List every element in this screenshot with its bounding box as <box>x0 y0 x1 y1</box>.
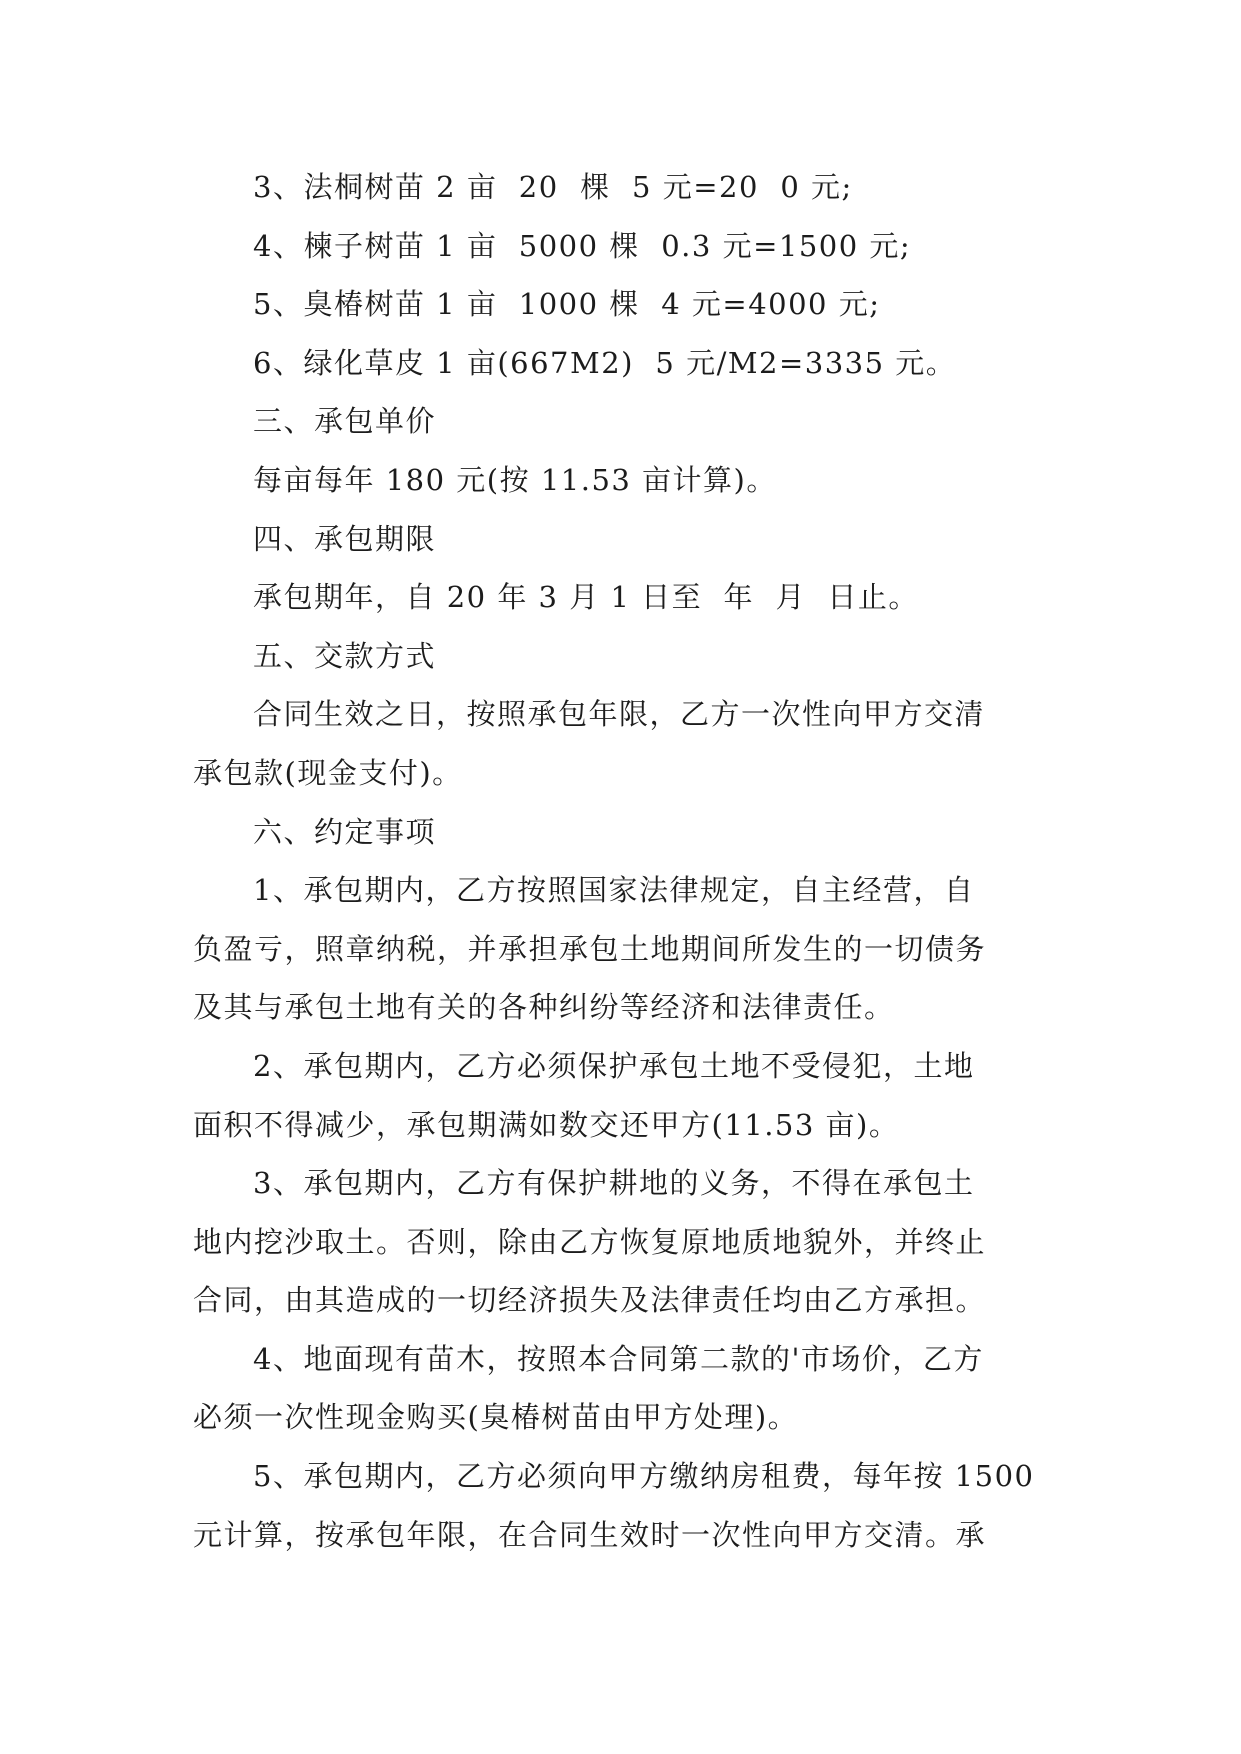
section-heading-terms: 六、约定事项 <box>253 814 437 849</box>
text-line-1: 3、法桐树苗 2 亩 20 棵 5 元=20 0 元; <box>253 170 853 204</box>
text-line-2: 4、楝子树苗 1 亩 5000 棵 0.3 元=1500 元; <box>253 228 912 263</box>
text-line-18: 3、承包期内，乙方有保护耕地的义务，不得在承包土 <box>253 1166 975 1201</box>
text-line-24: 元计算，按承包年限，在合同生效时一次性向甲方交清。承 <box>193 1517 987 1552</box>
text-line-16: 2、承包期内，乙方必须保护承包土地不受侵犯，土地 <box>253 1048 975 1083</box>
text-line-21: 4、地面现有苗木，按照本合同第二款的'市场价，乙方 <box>253 1341 984 1376</box>
text-line-15: 及其与承包土地有关的各种纠纷等经济和法律责任。 <box>193 990 895 1025</box>
section-heading-payment: 五、交款方式 <box>253 638 437 673</box>
text-line-8: 承包期年，自 20 年 3 月 1 日至 年 月 日止。 <box>253 580 919 615</box>
text-line-23: 5、承包期内，乙方必须向甲方缴纳房租费，每年按 1500 <box>253 1459 1035 1494</box>
text-line-20: 合同，由其造成的一切经济损失及法律责任均由乙方承担。 <box>193 1283 987 1318</box>
section-heading-term: 四、承包期限 <box>253 521 437 556</box>
text-line-13: 1、承包期内，乙方按照国家法律规定，自主经营，自 <box>253 873 975 908</box>
text-line-10: 合同生效之日，按照承包年限，乙方一次性向甲方交清 <box>253 697 986 732</box>
document-body <box>193 158 1063 1564</box>
text-line-6: 每亩每年 180 元(按 11.53 亩计算)。 <box>253 462 777 497</box>
text-line-11: 承包款(现金支付)。 <box>193 755 463 790</box>
text-line-3: 5、臭椿树苗 1 亩 1000 棵 4 元=4000 元; <box>253 287 881 322</box>
text-line-4: 6、绿化草皮 1 亩(667M2) 5 元/M2=3335 元。 <box>253 345 957 380</box>
text-line-22: 必须一次性现金购买(臭椿树苗由甲方处理)。 <box>193 1400 799 1435</box>
text-line-17: 面积不得减少，承包期满如数交还甲方(11.53 亩)。 <box>193 1107 900 1142</box>
text-line-14: 负盈亏，照章纳税，并承担承包土地期间所发生的一切债务 <box>193 931 987 966</box>
text-line-19: 地内挖沙取土。否则，除由乙方恢复原地质地貌外，并终止 <box>193 1224 987 1259</box>
section-heading-unit-price: 三、承包单价 <box>253 404 437 439</box>
